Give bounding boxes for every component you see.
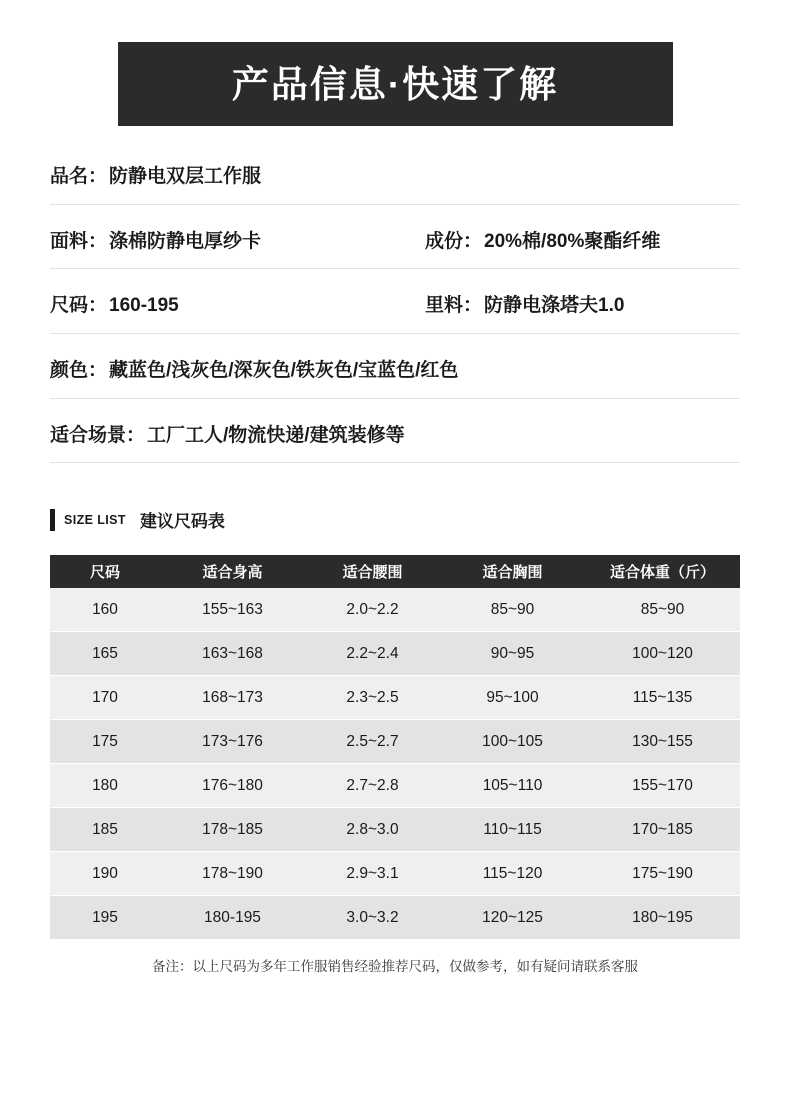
size-table-body — [50, 588, 740, 940]
info-value-lining: 防静电涤塔夫1.0 — [484, 295, 625, 317]
cell-chest: 105~110 — [440, 764, 585, 808]
cell-waist: 2.7~2.8 — [305, 764, 440, 808]
info-value-fabric: 涤棉防静电厚纱卡 — [109, 230, 262, 252]
cell-chest: 100~105 — [440, 720, 585, 764]
cell-weight: 175~190 — [585, 852, 740, 896]
cell-chest: 85~90 — [440, 588, 585, 632]
table-row — [50, 896, 740, 940]
info-value-color: 藏蓝色/浅灰色/深灰色/铁灰色/宝蓝色/红色 — [109, 359, 459, 381]
info-cell-name — [50, 164, 740, 190]
cell-size: 180 — [50, 764, 160, 808]
table-row — [50, 852, 740, 896]
cell-waist: 3.0~3.2 — [305, 896, 440, 940]
table-row — [50, 676, 740, 720]
cell-weight: 115~135 — [585, 676, 740, 720]
cell-waist: 2.9~3.1 — [305, 852, 440, 896]
info-label-composition: 成份： — [425, 230, 483, 252]
title-banner-wrapper — [0, 0, 790, 126]
cell-chest: 110~115 — [440, 808, 585, 852]
cell-weight: 155~170 — [585, 764, 740, 808]
info-value-composition: 20%棉/80%聚酯纤维 — [484, 230, 661, 252]
cell-waist: 2.2~2.4 — [305, 632, 440, 676]
cell-size: 170 — [50, 676, 160, 720]
size-list-en-label: SIZE LIST — [64, 512, 126, 527]
table-row — [50, 588, 740, 632]
size-list-heading — [50, 507, 740, 532]
info-cell-scenario — [50, 423, 740, 449]
product-info-list — [50, 164, 740, 463]
cell-waist: 2.5~2.7 — [305, 720, 440, 764]
size-table-head — [50, 555, 740, 588]
cell-waist: 2.0~2.2 — [305, 588, 440, 632]
info-label-lining: 里料： — [425, 295, 483, 317]
table-row — [50, 632, 740, 676]
cell-height: 155~163 — [160, 588, 305, 632]
size-table — [50, 555, 740, 940]
info-cell-color — [50, 358, 740, 384]
cell-weight: 100~120 — [585, 632, 740, 676]
cell-height: 173~176 — [160, 720, 305, 764]
cell-size: 160 — [50, 588, 160, 632]
info-value-scenario: 工厂工人/物流快递/建筑装修等 — [147, 424, 405, 446]
info-row-size — [50, 293, 740, 334]
cell-size: 195 — [50, 896, 160, 940]
table-row — [50, 720, 740, 764]
info-row-name — [50, 164, 740, 205]
cell-height: 168~173 — [160, 676, 305, 720]
table-header-row — [50, 555, 740, 588]
info-label-size: 尺码： — [50, 295, 108, 317]
cell-weight: 170~185 — [585, 808, 740, 852]
info-row-fabric — [50, 229, 740, 270]
info-label-name: 品名： — [50, 166, 108, 187]
table-header-cell-size: 尺码 — [50, 555, 160, 588]
info-cell-lining — [425, 293, 624, 319]
table-header-cell-chest: 适合胸围 — [440, 555, 585, 588]
cell-chest: 95~100 — [440, 676, 585, 720]
table-header-cell-weight: 适合体重（斤） — [585, 555, 740, 588]
cell-weight: 85~90 — [585, 588, 740, 632]
cell-height: 163~168 — [160, 632, 305, 676]
cell-weight: 130~155 — [585, 720, 740, 764]
page-title: 产品信息·快速了解 — [231, 63, 559, 105]
table-row — [50, 808, 740, 852]
info-row-color — [50, 358, 740, 399]
cell-chest: 90~95 — [440, 632, 585, 676]
info-label-scenario: 适合场景： — [50, 424, 146, 446]
cell-height: 176~180 — [160, 764, 305, 808]
table-row — [50, 764, 740, 808]
size-list-cn-label: 建议尺码表 — [139, 512, 225, 532]
title-banner — [118, 42, 673, 126]
info-row-scenario — [50, 423, 740, 464]
info-value-size: 160-195 — [109, 295, 179, 317]
cell-size: 185 — [50, 808, 160, 852]
info-cell-size — [50, 293, 425, 319]
cell-size: 175 — [50, 720, 160, 764]
cell-weight: 180~195 — [585, 896, 740, 940]
info-label-color: 颜色： — [50, 359, 108, 381]
table-header-cell-height: 适合身高 — [160, 555, 305, 588]
cell-chest: 120~125 — [440, 896, 585, 940]
cell-chest: 115~120 — [440, 852, 585, 896]
info-cell-composition — [425, 229, 660, 255]
cell-size: 190 — [50, 852, 160, 896]
size-table-footnote: 备注：以上尺码为多年工作服销售经验推荐尺码，仅做参考，如有疑问请联系客服 — [152, 959, 638, 975]
cell-height: 180-195 — [160, 896, 305, 940]
info-cell-fabric — [50, 229, 425, 255]
cell-height: 178~185 — [160, 808, 305, 852]
info-label-fabric: 面料： — [50, 230, 108, 252]
cell-waist: 2.3~2.5 — [305, 676, 440, 720]
cell-height: 178~190 — [160, 852, 305, 896]
heading-accent-bar — [50, 509, 55, 531]
table-header-cell-waist: 适合腰围 — [305, 555, 440, 588]
cell-waist: 2.8~3.0 — [305, 808, 440, 852]
info-value-name: 防静电双层工作服 — [109, 166, 262, 187]
cell-size: 165 — [50, 632, 160, 676]
